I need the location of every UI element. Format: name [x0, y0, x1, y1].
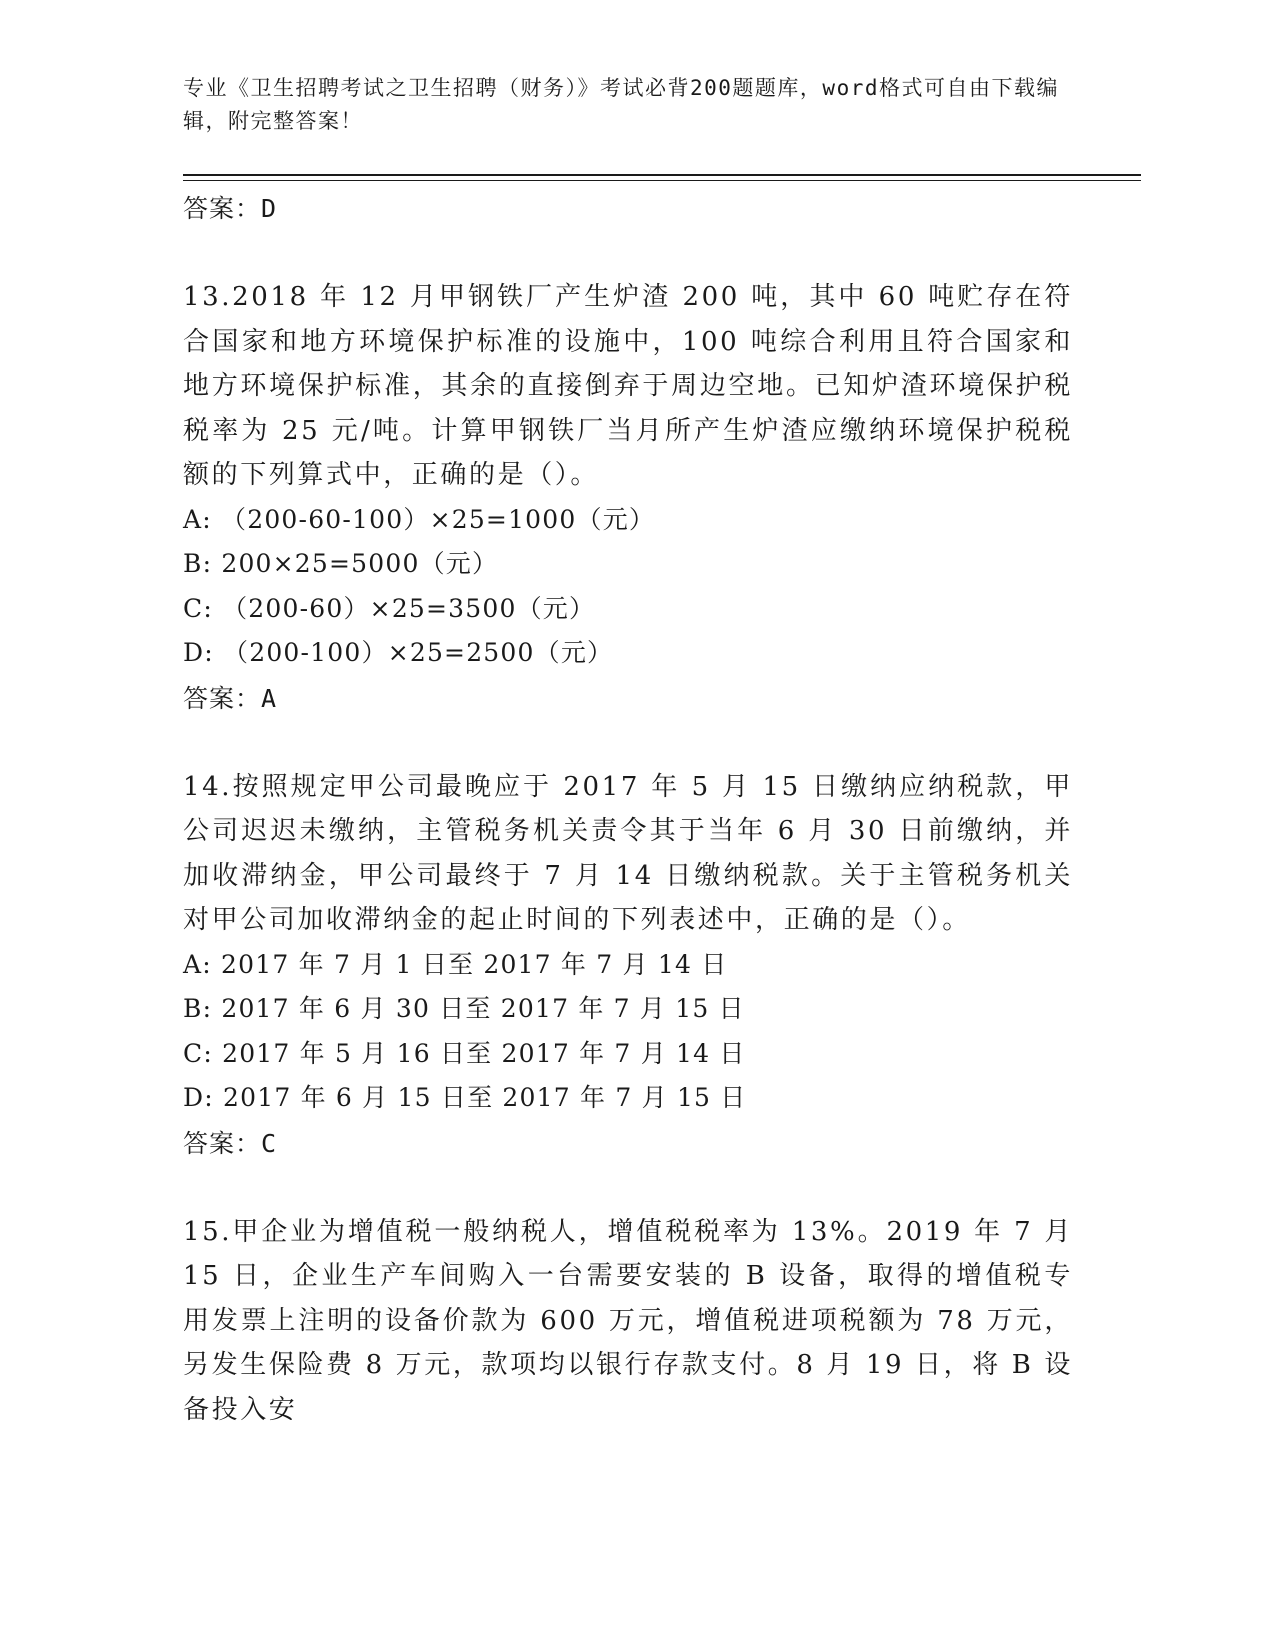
question-13-option-b: B: 200×25=5000（元）: [183, 549, 499, 578]
question-13-option-d: D: （200-100）×25=2500（元）: [183, 638, 614, 667]
question-14-option-c: C: 2017 年 5 月 16 日至 2017 年 7 月 14 日: [183, 1038, 746, 1068]
question-13-text: 13.2018 年 12 月甲钢铁厂产生炉渣 200 吨，其中 60 吨贮存在符合国家和地方环境保护标准的设施中，100 吨综合利用且符合国家和地方环境保护标准，其余的直接倒弃于周边空地。已知炉渣环境保护税税率为 25 元/吨。计算甲钢铁厂当月所产生炉渣应缴纳环境保护税税额的下列算式中，正确的是（）。: [183, 282, 1073, 490]
question-14-option-d: D: 2017 年 6 月 15 日至 2017 年 7 月 15 日: [183, 1083, 747, 1112]
question-14-text: 14.按照规定甲公司最晚应于 2017 年 5 月 15 日缴纳应纳税款，甲公司迟迟未缴纳，主管税务机关责令其于当年 6 月 30 日前缴纳，并加收滞纳金，甲公司最终于 7 月 14 日缴纳税款。关于主管税务机关对甲公司加收滞纳金的起止时间的下列表述中，正确的是（）。: [183, 771, 1073, 935]
question-14-option-a: A: 2017 年 7 月 1 日至 2017 年 7 月 14 日: [183, 949, 728, 979]
question-13-option-a: A: （200-60-100）×25=1000（元）: [183, 504, 656, 534]
question-list: [183, 186, 1073, 1432]
question-14-option-b: B: 2017 年 6 月 30 日至 2017 年 7 月 15 日: [183, 994, 745, 1023]
question-14-answer: 答案：C: [183, 1128, 278, 1158]
header-divider-thick: [183, 174, 1141, 176]
question-13-option-c: C: （200-60）×25=3500（元）: [183, 593, 596, 623]
question-15-text: 15.甲企业为增值税一般纳税人，增值税税率为 13%。2019 年 7 月 15 日，企业生产车间购入一台需要安装的 B 设备，取得的增值税专用发票上注明的设备价款为 600 万元，增值税进项税额为 78 万元，另发生保险费 8 万元，款项均以银行存款支付。8 月 19 日，将 B 设备投入安: [183, 1216, 1073, 1425]
previous-answer: 答案：D: [183, 194, 278, 223]
header-divider-thin: [183, 180, 1141, 181]
page-header: 专业《卫生招聘考试之卫生招聘（财务）》考试必背200题题库，word格式可自由下载编辑，附完整答案！: [183, 76, 1059, 133]
question-13-answer: 答案：A: [183, 683, 278, 713]
